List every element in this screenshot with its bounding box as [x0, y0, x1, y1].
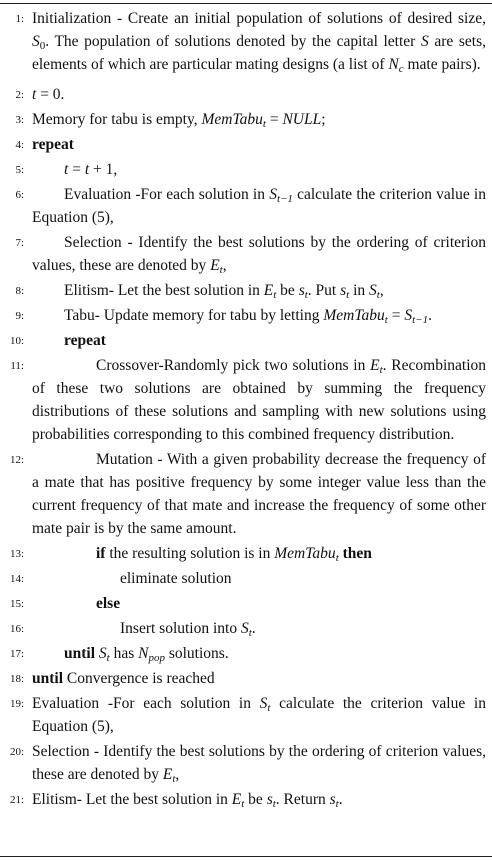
math-symbol: MemTabu	[201, 111, 263, 128]
algorithm-line-1	[0, 7, 492, 76]
text-segment: =	[68, 161, 85, 178]
text-segment: Convergence is reached	[63, 670, 215, 687]
line-number: 8:	[15, 285, 24, 297]
text-segment: .	[428, 307, 432, 324]
text-segment: Selection - Identify the best solutions by the ordering of criterion values, these are denoted by	[32, 234, 486, 274]
line-number: 3:	[15, 114, 24, 126]
text-segment: =	[387, 307, 405, 324]
keyword-else: else	[96, 595, 121, 612]
line-number: 16:	[9, 623, 24, 635]
line-number: 2:	[15, 89, 24, 101]
math-symbol: S	[420, 33, 429, 50]
math-subscript: 0	[39, 40, 46, 52]
math-symbol: S	[240, 620, 249, 637]
text-segment: calculate the criterion value in Equation (5),	[32, 695, 486, 735]
keyword-repeat: repeat	[64, 332, 106, 349]
line-number: 11:	[10, 360, 24, 372]
line-text	[32, 133, 486, 156]
math-subscript: t	[304, 289, 308, 301]
math-subscript: t−1	[276, 193, 293, 205]
math-symbol: s	[298, 282, 305, 299]
line-text	[32, 183, 486, 229]
math-subscript: t	[106, 652, 110, 664]
text-segment: + 1,	[89, 161, 118, 178]
text-segment: . Recombination of these two solutions are obtained by summing the frequency distributions of these solutions and sampling with new solutions using probabilities corresponding to this combined frequency distribution.	[32, 357, 487, 443]
line-text	[32, 7, 486, 76]
math-symbol: S	[259, 695, 268, 712]
text-segment: solutions.	[164, 645, 229, 662]
math-subscript: t	[267, 702, 271, 714]
algorithm-line-17	[0, 642, 492, 665]
algorithm-line-18	[0, 667, 492, 690]
math-subscript: t	[335, 798, 339, 810]
line-number: 5:	[15, 164, 24, 176]
text-segment: Mutation - With a given probability decrease the frequency of a mate that has positive frequency by some integer value less than the current frequency of that mate and increase the frequency of some other mate pair is by the same amount.	[32, 451, 486, 537]
text-segment: eliminate solution	[120, 570, 232, 587]
line-text	[64, 329, 486, 352]
text-segment: . Put	[307, 282, 341, 299]
math-subscript: t	[262, 118, 266, 130]
math-symbol: N	[388, 56, 399, 73]
algorithm-line-19	[0, 692, 492, 738]
algorithm-line-8	[0, 279, 492, 302]
algorithm-line-6	[0, 183, 492, 229]
keyword-then: then	[342, 545, 372, 562]
keyword-if: if	[96, 545, 106, 562]
math-symbol: E	[210, 257, 220, 274]
algorithm-line-16	[0, 617, 492, 640]
text-segment: the resulting solution is in	[105, 545, 275, 562]
math-symbol: S	[32, 33, 40, 50]
keyword-repeat: repeat	[32, 136, 74, 153]
line-number: 21:	[9, 794, 24, 806]
keyword-until: until	[32, 670, 64, 687]
math-symbol: S	[369, 282, 377, 299]
text-segment: Memory for tabu is empty,	[32, 111, 202, 128]
math-subscript: t	[273, 289, 277, 301]
text-segment: .	[338, 791, 343, 808]
math-symbol: s	[329, 791, 336, 808]
algorithm-line-9	[0, 304, 492, 327]
line-number: 12:	[9, 454, 24, 466]
math-subscript: c	[398, 63, 404, 75]
math-symbol: E	[263, 282, 274, 299]
line-text	[32, 448, 486, 540]
line-text	[64, 642, 486, 665]
text-segment: Initialization - Create an initial population of solutions of desired size,	[32, 10, 486, 27]
line-text	[32, 692, 486, 738]
line-text	[32, 83, 486, 106]
keyword-until: until	[64, 645, 96, 662]
line-text	[32, 231, 486, 277]
math-symbol: S	[404, 307, 413, 324]
math-subscript: t	[172, 773, 176, 785]
line-number: 20:	[9, 746, 24, 758]
math-symbol: s	[266, 791, 273, 808]
line-number: 6:	[15, 189, 24, 201]
math-symbol: E	[162, 766, 173, 783]
algorithm-line-12	[0, 448, 492, 540]
math-symbol: N	[138, 645, 149, 662]
math-symbol: E	[370, 357, 380, 374]
text-segment: . Return	[275, 791, 330, 808]
line-number: 7:	[15, 237, 24, 249]
algorithm-line-13	[0, 542, 492, 565]
math-subscript: t	[335, 552, 339, 564]
line-number: 4:	[15, 139, 24, 151]
text-segment: ,	[222, 257, 227, 274]
algorithm-line-20	[0, 740, 492, 786]
math-symbol: S	[98, 645, 107, 662]
math-symbol: MemTabu	[274, 545, 336, 562]
math-subscript: t	[241, 798, 245, 810]
text-segment: Elitism- Let the best solution in	[32, 791, 232, 808]
math-symbol: t	[32, 86, 37, 103]
text-segment: Insert solution into	[120, 620, 241, 637]
text-segment: . The population of solutions denoted by the capital letter	[45, 33, 421, 50]
text-segment: are sets, elements of which are particular mating designs (a list of	[32, 33, 486, 73]
line-text	[32, 667, 486, 690]
text-segment: ,	[175, 766, 180, 783]
line-text	[32, 788, 486, 811]
line-text	[64, 279, 486, 302]
algorithm-line-5	[0, 158, 492, 181]
text-segment: Tabu- Update memory for tabu by letting	[64, 307, 324, 324]
algorithm-line-11	[0, 354, 492, 446]
line-text	[96, 542, 486, 565]
line-number: 19:	[9, 698, 24, 710]
text-segment: .	[251, 620, 256, 637]
math-subscript: t	[376, 289, 380, 301]
math-symbol: NULL	[282, 111, 322, 128]
text-segment: ;	[321, 111, 326, 128]
text-segment: = 0.	[36, 86, 65, 103]
math-subscript: t	[384, 314, 388, 326]
math-symbol: s	[340, 282, 347, 299]
line-number: 13:	[9, 548, 24, 560]
math-symbol: t	[84, 161, 90, 178]
math-subscript: t	[248, 627, 252, 639]
math-subscript: t−1	[412, 314, 429, 326]
math-subscript: pop	[148, 652, 165, 664]
text-segment: Evaluation -For each solution in	[64, 186, 270, 203]
line-text	[32, 740, 486, 786]
algorithm-line-10	[0, 329, 492, 352]
algorithm-line-2	[0, 83, 492, 106]
math-symbol: t	[64, 161, 69, 178]
text-segment: Crossover-Randomly pick two solutions in	[96, 357, 371, 374]
algorithm-line-3	[0, 108, 492, 131]
math-subscript: t	[346, 289, 350, 301]
line-number: 15:	[9, 598, 24, 610]
line-number: 17:	[9, 648, 24, 660]
text-segment: in	[349, 282, 370, 299]
text-segment: ,	[379, 282, 384, 299]
line-text	[32, 108, 486, 131]
algorithm-line-15	[0, 592, 492, 615]
line-number: 9:	[15, 310, 24, 322]
text-segment: be	[244, 791, 267, 808]
math-subscript: t	[272, 798, 276, 810]
text-segment: Elitism- Let the best solution in	[64, 282, 264, 299]
algorithm-line-21	[0, 788, 492, 811]
text-segment: has	[109, 645, 139, 662]
line-number: 1:	[15, 13, 24, 25]
line-number: 14:	[9, 573, 24, 585]
algorithm-lines	[0, 7, 492, 811]
text-segment: be	[276, 282, 299, 299]
line-number: 10:	[9, 335, 24, 347]
algorithm-line-14	[0, 567, 492, 590]
algorithm-line-7	[0, 231, 492, 277]
bottom-rule	[0, 856, 492, 857]
math-subscript: t	[219, 264, 223, 276]
math-symbol: S	[269, 186, 277, 203]
line-number: 18:	[9, 673, 24, 685]
math-symbol: MemTabu	[323, 307, 385, 324]
line-text	[120, 617, 486, 640]
text-segment: Selection - Identify the best solutions by the ordering of criterion values, these are denoted by	[32, 743, 486, 783]
line-text	[120, 567, 486, 590]
math-subscript: t	[379, 364, 383, 376]
algorithm-line-4	[0, 133, 492, 156]
top-rule	[0, 3, 492, 4]
text-segment: =	[265, 111, 283, 128]
line-text	[32, 304, 486, 327]
text-segment: mate pairs).	[403, 56, 481, 73]
line-text	[64, 158, 486, 181]
line-text	[96, 592, 486, 615]
math-symbol: E	[231, 791, 242, 808]
text-segment: calculate the criterion value in Equation (5),	[32, 186, 486, 226]
text-segment: Evaluation -For each solution in	[32, 695, 260, 712]
line-text	[32, 354, 486, 446]
